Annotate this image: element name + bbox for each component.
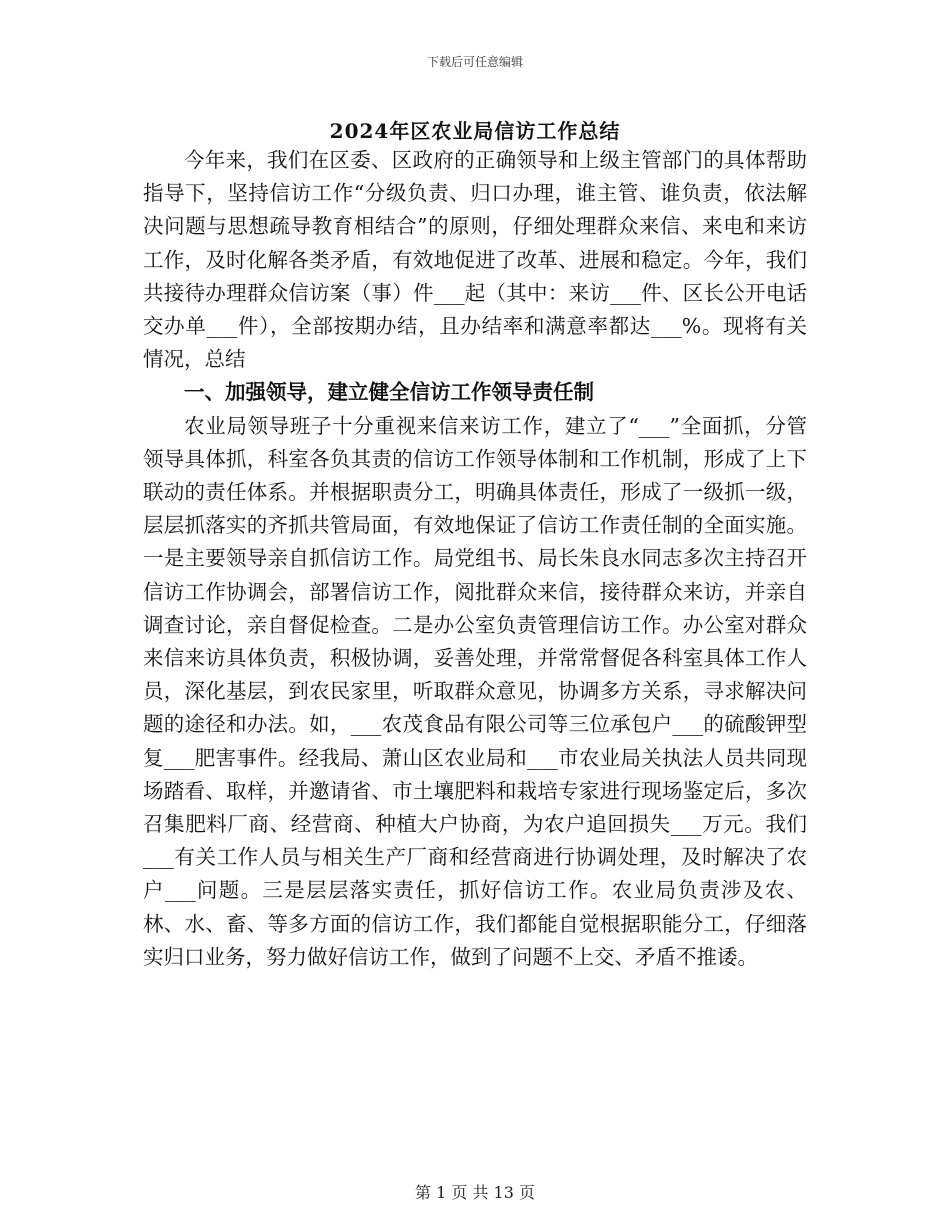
intro-paragraph: 今年来，我们在区委、区政府的正确领导和上级主管部门的具体帮助指导下，坚持信访工作“分级负责、归口办理，谁主管、谁负责，依法解决问题与思想疏导教育相结合”的原则，仔细处理群众来信、来电和来访工作，及时化解各类矛盾，有效地促进了改革、进展和稳定。今年，我们共接待办理群众信访案（事）件___起（其中：来访___件、区长公开电话交办单___件），全部按期办结，且办结率和满意率都达___%。现将有关情况，总结 [143,148,807,372]
document-body [143,144,807,974]
page-header: 下载后可任意编辑 [426,55,523,69]
section-paragraph: 农业局领导班子十分重视来信来访工作，建立了“___”全面抓，分管领导具体抓，科室各负其责的信访工作领导体制和工作机制，形成了上下联动的责任体系。并根据职责分工，明确具体责任，形成了一级抓一级，层层抓落实的齐抓共管局面，有效地保证了信访工作责任制的全面实施。一是主要领导亲自抓信访工作。局党组书、局长朱良水同志多次主持召开信访工作协调会，部署信访工作，阅批群众来信，接待群众来访，并亲自调查讨论，亲自督促检查。二是办公室负责管理信访工作。办公室对群众来信来访具体负责，积极协调，妥善处理，并常常督促各科室具体工作人员，深化基层，到农民家里，听取群众意见，协调多方关系，寻求解决问题的途径和办法。如，___农茂食品有限公司等三位承包户___的硫酸钾型复___肥害事件。经我局、萧山区农业局和___市农业局关执法人员共同现场踏看、取样，并邀请省、市土壤肥料和栽培专家进行现场鉴定后，多次召集肥料厂商、经营商、种植大户协商，为农户追回损失___万元。我们___有关工作人员与相关生产厂商和经营商进行协调处理，及时解决了农户___问题。三是层层落实责任，抓好信访工作。农业局负责涉及农、林、水、畜、等多方面的信访工作，我们都能自觉根据职能分工，仔细落实归口业务，努力做好信访工作，做到了问题不上交、矛盾不推诿。 [143,413,807,969]
document-title: 2024年区农业局信访工作总结 [329,119,621,143]
section-heading: 一、加强领导，建立健全信访工作领导责任制 [184,380,594,405]
page-footer: 第 1 页 共 13 页 [415,1183,535,1202]
